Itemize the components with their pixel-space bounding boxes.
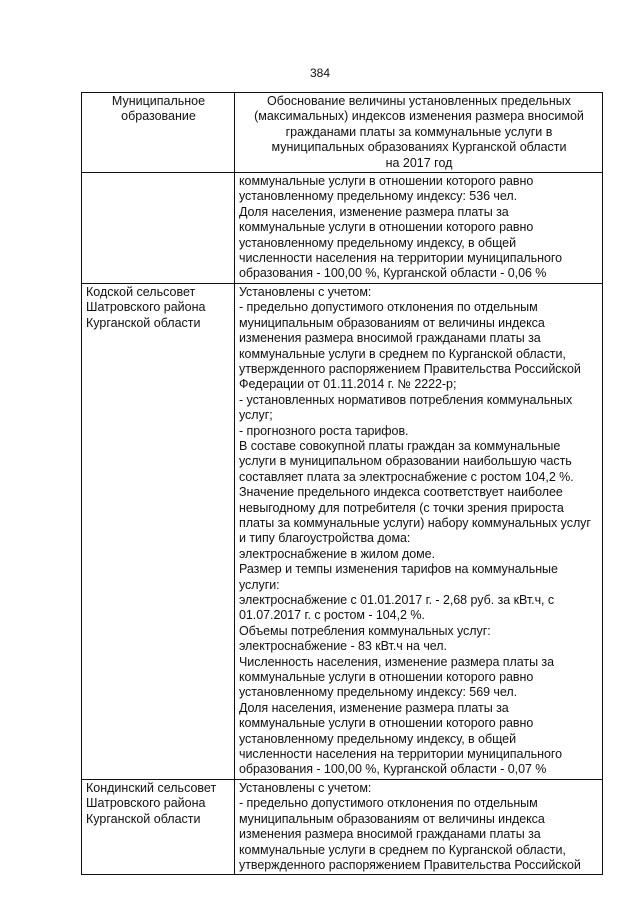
justification-line: Федерации от 01.11.2014 г. № 2222-р; <box>239 377 457 392</box>
municipality-line: Шатровского района <box>86 796 206 811</box>
municipality-cell <box>82 173 235 284</box>
justification-line: численности населения на территории муниципального <box>239 747 563 762</box>
page-number: 384 <box>309 66 331 80</box>
municipality-line: Курганской области <box>86 315 201 330</box>
justification-line: - прогнозного роста тарифов. <box>239 423 409 438</box>
justification-line: электроснабжение в жилом доме. <box>239 546 436 561</box>
tariff-justification-table <box>81 92 603 875</box>
municipality-cell <box>82 283 235 779</box>
justification-line: Доля населения, изменение размера платы за <box>239 204 509 219</box>
municipality-line: Курганской области <box>86 811 201 826</box>
justification-line: электроснабжение - 83 кВт.ч на чел. <box>239 639 447 654</box>
justification-line: Значение предельного индекса соответствует наиболее <box>239 485 563 500</box>
justification-cell <box>235 173 603 284</box>
justification-line: Доля населения, изменение размера платы за <box>239 700 509 715</box>
justification-line: муниципальным образованиям от величины индекса <box>239 315 545 330</box>
header-line: образование <box>121 109 196 124</box>
justification-line: образования - 100,00 %, Курганской области - 0,07 % <box>239 762 547 777</box>
table-row <box>82 779 603 874</box>
justification-line: услуги в муниципальном образовании наибольшую часть <box>239 454 572 469</box>
justification-line: Численность населения, изменение размера платы за <box>239 654 555 669</box>
municipality-cell <box>82 779 235 874</box>
justification-line: коммунальные услуги в среднем по Курганской области, <box>239 842 566 857</box>
header-line: гражданами платы за коммунальные услуги в <box>285 124 553 139</box>
justification-line: платы за коммунальные услуги) набору коммунальных услуг <box>239 515 591 530</box>
justification-line: невыгодному для потребителя (с точки зрения прироста <box>239 500 564 515</box>
justification-line: - установленных нормативов потребления коммунальных <box>239 392 573 407</box>
justification-line: установленному предельному индексу: 536 чел. <box>239 189 518 204</box>
justification-line: Размер и темпы изменения тарифов на коммунальные <box>239 562 558 577</box>
municipality-line: Кондинский сельсовет <box>86 780 217 795</box>
table-header-row <box>82 93 603 173</box>
header-justification <box>235 93 603 173</box>
justification-line: электроснабжение с 01.01.2017 г. - 2,68 руб. за кВт.ч, с <box>239 593 555 607</box>
header-line: Муниципальное <box>111 94 206 108</box>
justification-line: установленному предельному индексу, в общей <box>239 731 517 746</box>
justification-line: Установлены с учетом: <box>239 284 372 299</box>
justification-line: коммунальные услуги в отношении которого равно <box>239 174 534 189</box>
justification-cell <box>235 779 603 874</box>
justification-line: образования - 100,00 %, Курганской области - 0,06 % <box>239 266 547 281</box>
justification-line: изменения размера вносимой гражданами платы за <box>239 827 541 842</box>
justification-line: 01.07.2017 г. с ростом - 104,2 %. <box>239 608 425 623</box>
justification-line: численности населения на территории муниципального <box>239 251 563 266</box>
table-body <box>82 173 603 875</box>
justification-line: установленному предельному индексу: 569 чел. <box>239 685 518 700</box>
justification-line: коммунальные услуги в среднем по Курганской области, <box>239 346 566 361</box>
municipality-line: Кодской сельсовет <box>86 284 196 299</box>
header-municipality <box>82 93 235 173</box>
justification-line: Установлены с учетом: <box>239 780 372 795</box>
justification-line: коммунальные услуги в отношении которого равно <box>239 670 534 685</box>
header-line: (максимальных) индексов изменения размера вносимой <box>254 109 584 124</box>
justification-line: - предельно допустимого отклонения по отдельным <box>239 796 538 811</box>
table-row <box>82 173 603 284</box>
justification-line: муниципальным образованиям от величины индекса <box>239 811 545 826</box>
justification-line: установленному предельному индексу, в общей <box>239 235 517 250</box>
justification-cell <box>235 283 603 779</box>
justification-line: коммунальные услуги в отношении которого равно <box>239 220 534 235</box>
header-line: муниципальных образованиях Курганской области <box>271 140 567 155</box>
table-row <box>82 283 603 779</box>
justification-line: утвержденного распоряжением Правительства Российской <box>239 361 581 376</box>
justification-line: услуг; <box>239 408 273 423</box>
justification-line: изменения размера вносимой гражданами платы за <box>239 331 541 346</box>
municipality-line: Шатровского района <box>86 300 206 315</box>
header-line: на 2017 год <box>385 155 453 170</box>
justification-line: услуги: <box>239 577 280 592</box>
justification-line: - предельно допустимого отклонения по отдельным <box>239 300 538 315</box>
justification-line: утвержденного распоряжением Правительства Российской <box>239 857 581 872</box>
justification-line: В составе совокупной платы граждан за коммунальные <box>239 438 561 453</box>
header-line: Обоснование величины установленных предельных <box>267 94 571 108</box>
justification-line: и типу благоустройства дома: <box>239 531 411 546</box>
justification-line: составляет плата за электроснабжение с ростом 104,2 %. <box>239 469 574 484</box>
justification-line: Объемы потребления коммунальных услуг: <box>239 623 491 638</box>
justification-line: коммунальные услуги в отношении которого равно <box>239 716 534 731</box>
